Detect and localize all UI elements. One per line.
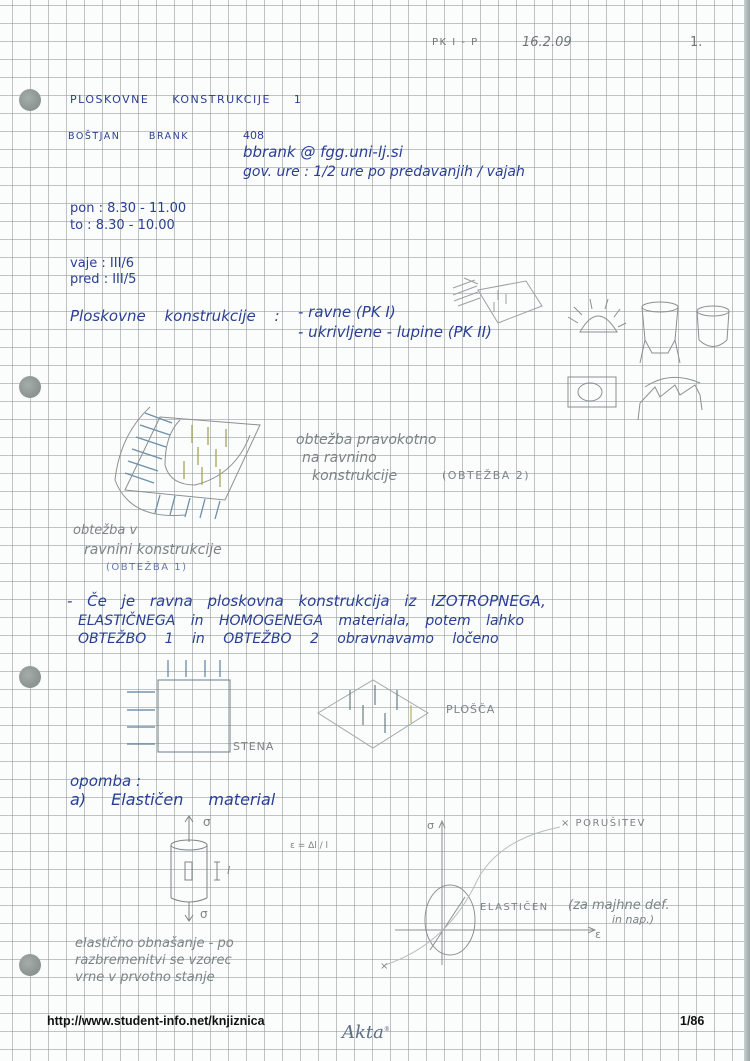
load-2-line-1: obtežba pravokotno bbox=[296, 432, 437, 448]
footer-logo bbox=[342, 1022, 390, 1043]
lecturer-name: BOŠTJAN BRANK bbox=[68, 131, 189, 142]
load-1-tag: (OBTEŽBA 1) bbox=[106, 562, 188, 573]
registered-mark: ® bbox=[383, 1026, 390, 1033]
note-subheading: a) Elastičen material bbox=[70, 790, 276, 809]
punch-hole bbox=[19, 376, 41, 398]
schedule-tuesday: to : 8.30 - 10.00 bbox=[70, 218, 175, 233]
load-1-line-2: ravnini konstrukcije bbox=[84, 542, 222, 558]
footer-url-link[interactable]: http://www.student-info.net/knjiznica bbox=[47, 1014, 265, 1028]
page-number: 1. bbox=[690, 35, 703, 50]
sigma-top: σ bbox=[203, 815, 211, 829]
load-types-diagram bbox=[110, 395, 280, 525]
schedule-monday: pon : 8.30 - 11.00 bbox=[70, 201, 187, 216]
wall-figure bbox=[125, 655, 235, 760]
load-2-tag: (OBTEŽBA 2) bbox=[442, 469, 531, 482]
date: 16.2.09 bbox=[522, 35, 572, 50]
elastic-label: ELASTIČEN bbox=[480, 902, 549, 913]
page-edge-shadow bbox=[744, 0, 750, 1061]
types-item-flat: - ravne (PK I) bbox=[298, 303, 396, 321]
logo-text: Akta bbox=[342, 1022, 384, 1043]
plate-figure bbox=[315, 675, 430, 750]
lecturer-room: 408 bbox=[243, 129, 264, 142]
paragraph-line-1: - Če je ravna ploskovna konstrukcija iz IZOTROPNEGA, bbox=[67, 592, 546, 610]
plate-load-sketch-small bbox=[450, 268, 560, 328]
office-hours: gov. ure : 1/2 ure po predavanjih / vajah bbox=[243, 164, 525, 180]
wall-label: STENA bbox=[233, 740, 275, 753]
note-heading: opomba : bbox=[70, 772, 142, 790]
punch-hole bbox=[19, 954, 41, 976]
elastic-note-line-2: in nap.) bbox=[612, 913, 655, 926]
punch-hole bbox=[19, 666, 41, 688]
footnote-line-2: razbremenitvi se vzorec bbox=[75, 953, 232, 968]
footer-page-count: 1/86 bbox=[680, 1014, 705, 1028]
schedule-exercises: vaje : III/6 bbox=[70, 256, 135, 271]
paragraph-line-3: OBTEŽBO 1 in OBTEŽBO 2 obravnavamo ločeno bbox=[78, 631, 499, 647]
shell-examples-sketch bbox=[560, 295, 740, 430]
course-code: PK I - P bbox=[432, 37, 479, 48]
footnote-line-3: vrne v prvotno stanje bbox=[75, 970, 215, 985]
lecturer-email: bbrank @ fgg.uni-lj.si bbox=[243, 143, 403, 161]
page-title: PLOSKOVNE KONSTRUKCIJE 1 bbox=[70, 93, 303, 106]
sigma-bottom: σ bbox=[200, 907, 208, 921]
failure-label: × PORUŠITEV bbox=[561, 818, 646, 829]
plate-label: PLOŠČA bbox=[446, 703, 496, 716]
graph-origin-mark: × bbox=[380, 961, 389, 972]
types-item-curved: - ukrivljene - lupine (PK II) bbox=[298, 323, 492, 341]
strain-formula: ε = Δl / l bbox=[290, 841, 329, 851]
load-1-line-1: obtežba v bbox=[73, 523, 138, 538]
load-2-line-2: na ravnino bbox=[302, 450, 377, 466]
footnote-line-1: elastično obnašanje - po bbox=[75, 936, 234, 951]
graph-x-label: ε bbox=[595, 928, 601, 941]
load-2-line-3: konstrukcije bbox=[312, 468, 398, 484]
stress-strain-graph bbox=[375, 815, 695, 975]
paragraph-line-2: ELASTIČNEGA in HOMOGENEGA materiala, potem lahko bbox=[78, 613, 525, 629]
types-label: Ploskovne konstrukcije : bbox=[70, 307, 280, 325]
graph-y-label: σ bbox=[427, 819, 434, 832]
punch-hole bbox=[19, 89, 41, 111]
length-label: l bbox=[227, 864, 231, 877]
elastic-note-line-1: (za majhne def. bbox=[568, 898, 670, 913]
schedule-lectures: pred : III/5 bbox=[70, 272, 137, 287]
